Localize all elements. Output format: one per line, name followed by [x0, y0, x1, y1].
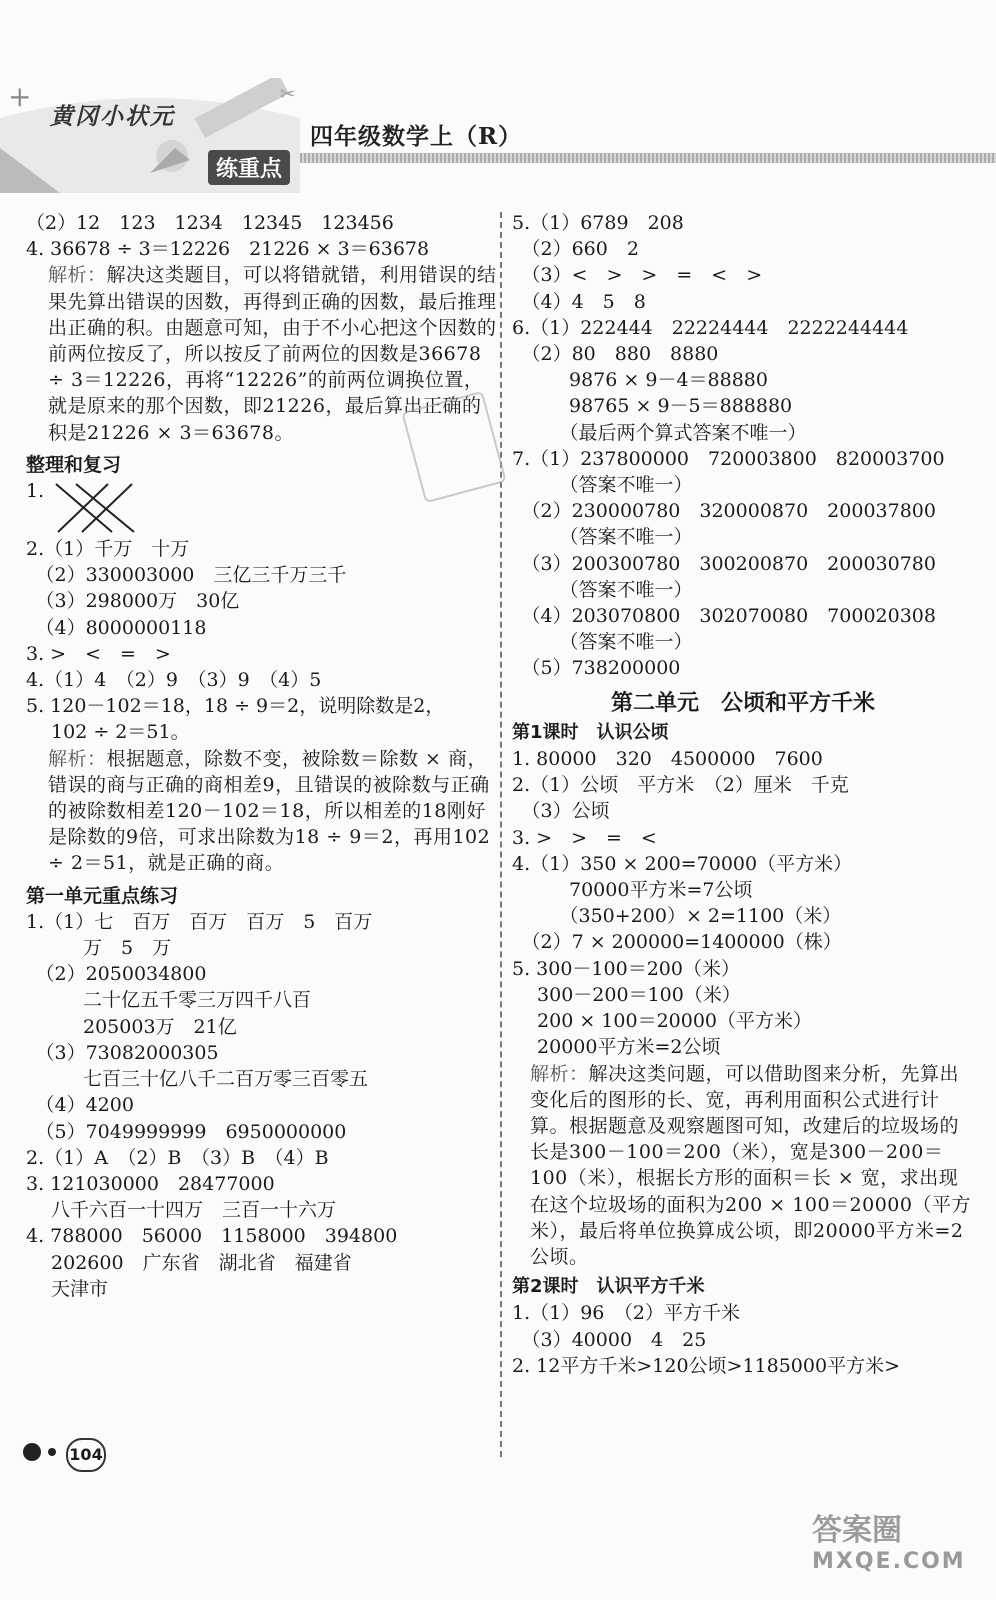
answer-line: 天津市 [26, 1277, 109, 1300]
answer-line: 20000平方米=2公顷 [512, 1036, 721, 1059]
answer-line: （3）73082000305 [26, 1041, 219, 1064]
answer-line: （3）40000 4 25 [512, 1328, 707, 1351]
right-column [512, 210, 974, 1379]
answer-line: （2）330003000 三亿三千万三千 [26, 564, 347, 587]
answer-line: 3. 121030000 28477000 [26, 1172, 275, 1195]
analysis-label: 解析： [48, 747, 107, 770]
lesson-heading: 第2课时 认识平方千米 [512, 1276, 705, 1298]
footer-dots-icon [22, 1436, 62, 1466]
left-column [26, 210, 498, 1302]
header-bar [300, 153, 996, 163]
answer-line: （答案不唯一） [512, 526, 693, 549]
answer-line: 205003万 21亿 [26, 1015, 237, 1038]
analysis-label: 解析： [48, 264, 107, 287]
answer-line: （2）660 2 [512, 238, 639, 261]
answer-line: （2）7 × 200000=1400000（株） [512, 931, 842, 954]
answer-line: （5）7049999999 6950000000 [26, 1120, 347, 1143]
analysis-text: 解决这类问题，可以借助图来分析，先算出变化后的图形的长、宽，再利用面积公式进行计算。根据题意及观察题图可知，改建后的垃圾场的长是300－100＝200（米），宽是300－200＝100（米），根据长方形的面积＝长 × 宽，求出现在这个垃圾场的面积为200 × 100＝20000（平方米），最后将单位换算成公顷，即20000平方米=2公顷。 [530, 1062, 971, 1268]
answer-line: （答案不唯一） [512, 578, 693, 601]
answer-line: 4.（1）4 （2）9 （3）9 （4）5 [26, 669, 322, 692]
answer-line: 200 × 100＝20000（平方米） [512, 1010, 813, 1033]
answer-line: 5. 300－100＝200（米） [512, 957, 740, 980]
answer-line: （答案不唯一） [512, 474, 693, 497]
answer-line: 102 ÷ 2＝51。 [26, 721, 190, 744]
analysis-block [512, 1061, 974, 1271]
answer-line: （2）230000780 320000870 200037800 [512, 500, 936, 523]
answer-line: 7.（1）237800000 720003800 820003700 [512, 447, 945, 470]
analysis-label: 解析： [530, 1062, 589, 1085]
answer-line: （4）4200 [26, 1094, 134, 1117]
logo-subtitle: 练重点 [208, 150, 290, 185]
answer-line: 1.（1）96 （2）平方千米 [512, 1302, 740, 1325]
answer-line: （3）< > > = < > [512, 264, 763, 287]
answer-line: （3）298000万 30亿 [26, 590, 240, 613]
unit-title: 第二单元 公顷和平方千米 [610, 689, 875, 716]
book-title: 四年级数学上（R） [310, 123, 523, 150]
answer-line: （答案不唯一） [512, 631, 693, 654]
matching-lines-diagram [52, 478, 162, 536]
answer-line: （4）203070800 302070080 700020308 [512, 605, 936, 628]
answer-line: （3）公顷 [512, 800, 610, 823]
answer-line: 98765 × 9－5＝888880 [512, 395, 793, 418]
answer-line: 2.（1）千万 十万 [26, 538, 190, 561]
answer-line: （最后两个算式答案不唯一） [512, 421, 807, 444]
answer-line: 八千六百一十四万 三百一十六万 [26, 1199, 337, 1222]
answer-line: 七百三十亿八千二百万零三百零五 [26, 1068, 369, 1091]
answer-line: 二十亿五千零三万四千八百 [26, 989, 312, 1012]
answer-line: （2）80 880 8880 [512, 343, 719, 366]
answer-line: 2.（1）A （2）B （3）B （4）B [26, 1146, 329, 1169]
answer-line: 70000平方米=7公顷 [512, 879, 753, 902]
answer-line: 5.（1）6789 208 [512, 212, 684, 234]
page-header [0, 0, 996, 195]
answer-line: 5. 120－102＝18，18 ÷ 9＝2，说明除数是2， [26, 695, 445, 718]
answer-line: 4. 36678 ÷ 3＝12226 21226 × 3＝63678 [26, 238, 430, 261]
answer-line: 1.（1）七 百万 百万 百万 5 百万 [26, 910, 373, 933]
answer-line: 6.（1）222444 22224444 2222244444 [512, 316, 909, 339]
svg-text:✂: ✂ [280, 84, 296, 105]
svg-text:+: + [8, 80, 32, 113]
analysis-text: 根据题意，除数不变，被除数＝除数 × 商，错误的商与正确的商相差9，且错误的被除数与正确的被除数相差120－102＝18，所以相差的18刚好是除数的9倍，可求出除数为18 ÷ 9＝2，再用102 ÷ 2＝51，就是正确的商。 [48, 747, 491, 875]
answer-line: 4.（1）350 × 200=70000（平方米） [512, 852, 853, 875]
answer-line: （3）200300780 300200870 200030780 [512, 552, 936, 575]
answer-line: 万 5 万 [26, 937, 172, 960]
lesson-heading: 第1课时 认识公顷 [512, 721, 669, 743]
answer-line: 2.（1）公顷 平方米 （2）厘米 千克 [512, 774, 849, 797]
question-number: 1. [26, 480, 45, 503]
logo-text: 黄冈小状元 [50, 103, 175, 130]
answer-line: 300－200＝100（米） [512, 983, 741, 1006]
answer-line: （5）738200000 [512, 657, 681, 680]
answer-line: （4）4 5 8 [512, 290, 646, 313]
answer-line: （2）2050034800 [26, 963, 207, 986]
answer-line: （2）12 123 1234 12345 123456 [26, 212, 394, 234]
brand-line-1: 答案圈 [812, 1513, 902, 1548]
answer-line: （4）8000000118 [26, 616, 207, 639]
answer-line: 4. 788000 56000 1158000 394800 [26, 1225, 398, 1248]
answer-line: 3. > < = > [26, 642, 171, 665]
answer-line: 2. 12平方千米>120公顷>1185000平方米> [512, 1354, 900, 1377]
answer-line: 1. 80000 320 4500000 7600 [512, 748, 823, 771]
analysis-block [26, 746, 498, 877]
analysis-text: 解决这类题目，可以将错就错，利用错误的结果先算出错误的因数，再得到正确的因数，最后推理出正确的积。由题意可知，由于不小心把这个因数的前两位按反了，所以按反了前两位的因数是36678 ÷ 3＝12226，再将“12226”的前两位调换位置，就是原来的那个因数，即21226，最后算出正确的积是21226 × 3＝63678。 [48, 264, 497, 444]
column-divider [500, 212, 502, 1457]
answer-line: （350+200）× 2=1100（米） [512, 905, 842, 928]
brand-watermark [812, 1505, 966, 1574]
section-heading: 整理和复习 [26, 453, 122, 476]
brand-line-2: MXQE.COM [812, 1549, 966, 1574]
page-number: 104 [66, 1438, 106, 1472]
answer-line: 9876 × 9－4＝88880 [512, 369, 768, 392]
section-heading: 第一单元重点练习 [26, 884, 179, 907]
answer-line: 202600 广东省 湖北省 福建省 [26, 1251, 352, 1274]
answer-line: 3. > > = < [512, 826, 657, 849]
